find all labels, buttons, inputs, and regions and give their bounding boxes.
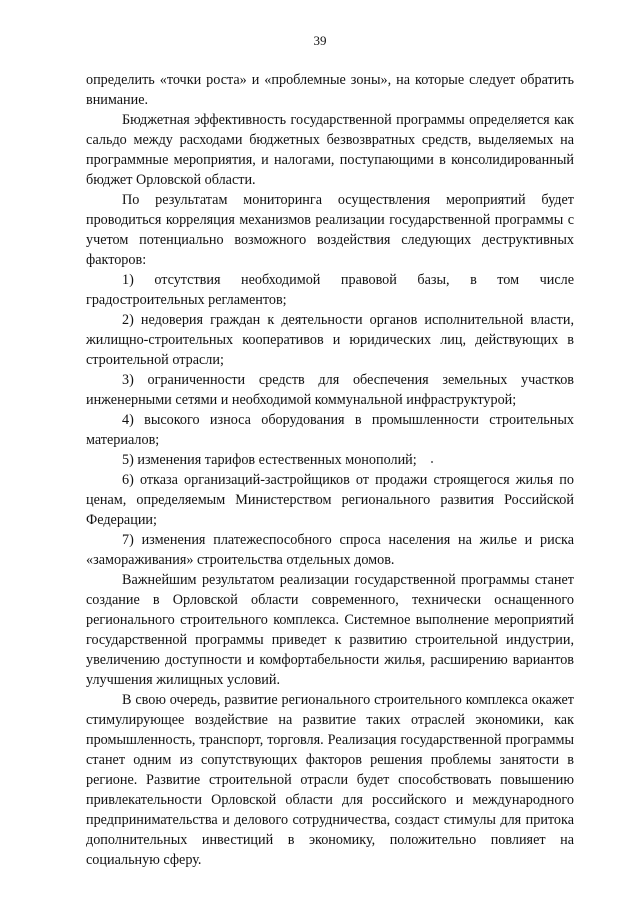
paragraph: определить «точки роста» и «проблемные зоны», на которые следует обратить внимание. [86, 72, 574, 108]
paragraph: Важнейшим результатом реализации государственной программы станет создание в Орловской области современного, технически оснащенного регионального строительного комплекса. Системное выполнение мероприятий государственной программы приведет к развитию строительной индустрии, увеличению доступности и комфортабельности жилья, расширению вариантов улучшения жилищных условий. [86, 572, 574, 688]
list-item: 3) ограниченности средств для обеспечения земельных участков инженерными сетями и необходимой коммунальной инфраструктурой; [86, 372, 574, 408]
paragraph: По результатам мониторинга осуществления мероприятий будет проводиться корреляция механизмов реализации государственной программы с учетом потенциально возможного воздействия следующих деструктивных факторов: [86, 192, 574, 268]
scan-speck [431, 461, 433, 463]
paragraph: В свою очередь, развитие регионального строительного комплекса окажет стимулирующее воздействие на развитие таких отраслей экономики, как промышленность, транспорт, торговля. Реализация государственной программы станет одним из сопутствующих факторов решения проблемы занятости в регионе. Развитие строительной отрасли будет способствовать повышению привлекательности Орловской области для российского и международного предпринимательства и делового сотрудничества, создаст стимулы для притока дополнительных инвестиций в экономику, положительно повлияет на социальную сферу. [86, 692, 574, 868]
list-item: 4) высокого износа оборудования в промышленности строительных материалов; [86, 412, 574, 448]
list-item: 6) отказа организаций-застройщиков от продажи строящегося жилья по ценам, определяемым Министерством регионального развития Российской Федерации; [86, 472, 574, 528]
list-item: 2) недоверия граждан к деятельности органов исполнительной власти, жилищно-строительных кооперативов и юридических лиц, действующих в строительной отрасли; [86, 312, 574, 368]
document-body [86, 70, 574, 870]
paragraph: Бюджетная эффективность государственной программы определяется как сальдо между расходами бюджетных безвозвратных средств, выделяемых на программные мероприятия, и налогами, поступающими в консолидированный бюджет Орловской области. [86, 112, 574, 188]
page-number: 39 [313, 33, 327, 48]
list-item: 7) изменения платежеспособного спроса населения на жилье и риска «замораживания» строительства отдельных домов. [86, 532, 574, 568]
list-item: 1) отсутствия необходимой правовой базы, в том числе градостроительных регламентов; [86, 272, 574, 308]
list-item: 5) изменения тарифов естественных монополий; [122, 452, 417, 468]
